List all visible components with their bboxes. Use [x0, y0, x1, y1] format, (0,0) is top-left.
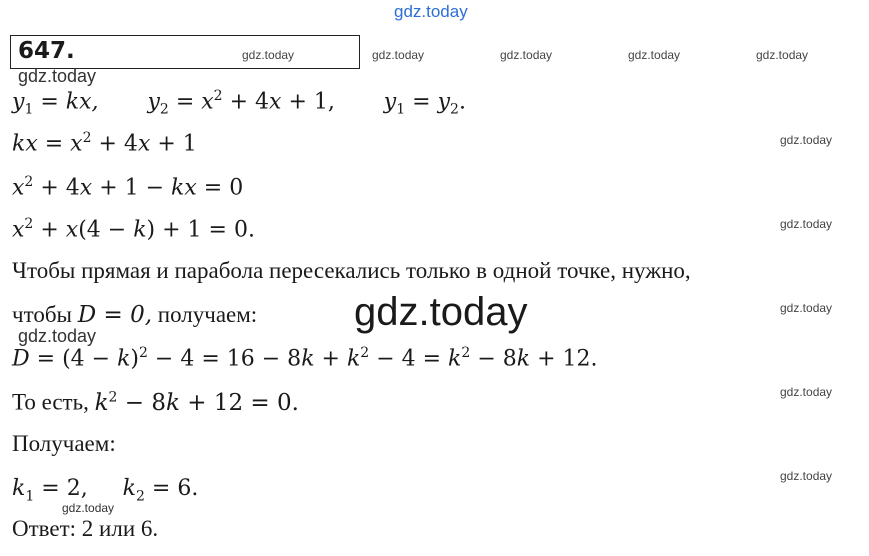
- watermark: gdz.today: [500, 48, 553, 62]
- poluchaem-line: Получаем:: [12, 431, 116, 456]
- watermark: gdz.today: [780, 133, 833, 147]
- condition-text-1: Чтобы прямая и парабола пересекались только в одной точке, нужно,: [12, 258, 691, 283]
- problem-number: 647.: [18, 38, 75, 64]
- watermark: gdz.today: [756, 48, 809, 62]
- equation-line-3: $x^2 + 4x + 1$ − kx = 0: [12, 174, 244, 201]
- watermark: gdz.today: [18, 326, 97, 346]
- discriminant-line: $D = (4 - k)^2 - 4 = 16 - 8k + k^2 - 4 = k^2 - 8k + 12$.: [12, 345, 598, 372]
- watermark: gdz.today: [242, 48, 295, 62]
- watermark-large: gdz.today: [354, 290, 528, 334]
- watermark: gdz.today: [780, 385, 833, 399]
- condition-text-2: чтобы D = 0, получаем:: [12, 302, 258, 328]
- equation-line-2: kx = $x^2 + 4x + 1$: [12, 130, 197, 157]
- watermark: gdz.today: [780, 301, 833, 315]
- equation-line-1: $y_1$ = kx, $y_2 = x^2 + 4x + 1$, $y_1 = y_2$.: [12, 88, 466, 118]
- watermark: gdz.today: [62, 501, 115, 515]
- watermark: gdz.today: [780, 469, 833, 483]
- answer-line: Ответ: 2 или 6.: [12, 516, 159, 541]
- problem-number-box: [10, 35, 360, 69]
- watermark: gdz.today: [372, 48, 425, 62]
- to-est-line: То есть, $k^2 - 8k + 12 = 0$.: [12, 389, 299, 416]
- watermark: gdz.today: [780, 217, 833, 231]
- watermark: gdz.today: [628, 48, 681, 62]
- equation-line-4: $x^2 + x(4 - k) + 1 = 0$.: [12, 216, 255, 243]
- roots-line: $k_1 = 2$, $k_2 = 6$.: [12, 476, 199, 505]
- watermark-top: gdz.today: [394, 2, 468, 21]
- watermark: gdz.today: [18, 66, 97, 86]
